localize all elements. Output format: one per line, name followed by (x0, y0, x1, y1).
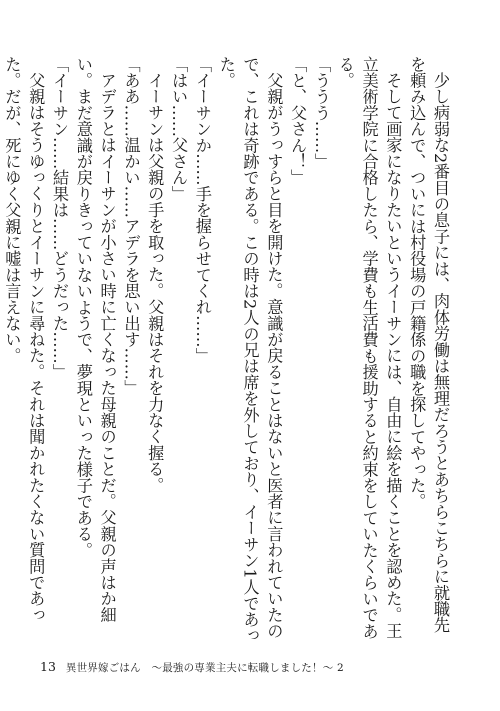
paragraph-6: 父親はそうゆっくりとイーサンに尋ねた。それは聞かれたくない質問であった。だが、死にゆく父親に嘘は言えない。 (2, 56, 46, 623)
page-footer (40, 659, 344, 677)
dialogue-5: 「ああ……温かい……アデラを思い出す……」 (121, 56, 141, 397)
dialogue-3: 「イーサンか……手を握らせてくれ……」 (192, 56, 212, 364)
vertical-body-text (2, 56, 452, 644)
paragraph-2: そして画家になりたいというイーサンには、自由に絵を描くことを認めた。王立美術学院に合格したら、学費も生活費も援助すると約束をしていたくらいである。 (335, 56, 403, 640)
page-number: 13 (40, 659, 56, 674)
paragraph-3: 父親がうっすらと目を開けた。意識が戻ることはないと医者に言われていたので、これは奇跡である。この時は2人の兄は席を外しており、イーサン1人であった。 (216, 56, 284, 644)
dialogue-6: 「イーサン……結果は……どうだった……」 (50, 56, 69, 380)
running-title: 異世界嫁ごはん ～最強の専業主夫に転職しました！～ 2 (65, 662, 344, 674)
dialogue-4: 「はい……父さん」 (169, 56, 189, 202)
paragraph-1: 少し病弱な2番目の息子には、肉体労働は無理だろうとあちらこちらに就職先を頼み込んで、ついには村役場の戸籍係の職を探してやった。 (407, 56, 450, 634)
paragraph-5: アデラとはイーサンが小さい時に亡くなった母親のことだ。父親の声はか細い。まだ意識が戻りきっていないようで、夢現といった様子である。 (73, 56, 117, 623)
dialogue-1: 「ううう……」 (311, 56, 331, 170)
paragraph-4: イーサンは父親の手を取った。父親はそれを力なく握る。 (145, 72, 165, 494)
dialogue-2: 「と、父さん！」 (288, 56, 308, 186)
